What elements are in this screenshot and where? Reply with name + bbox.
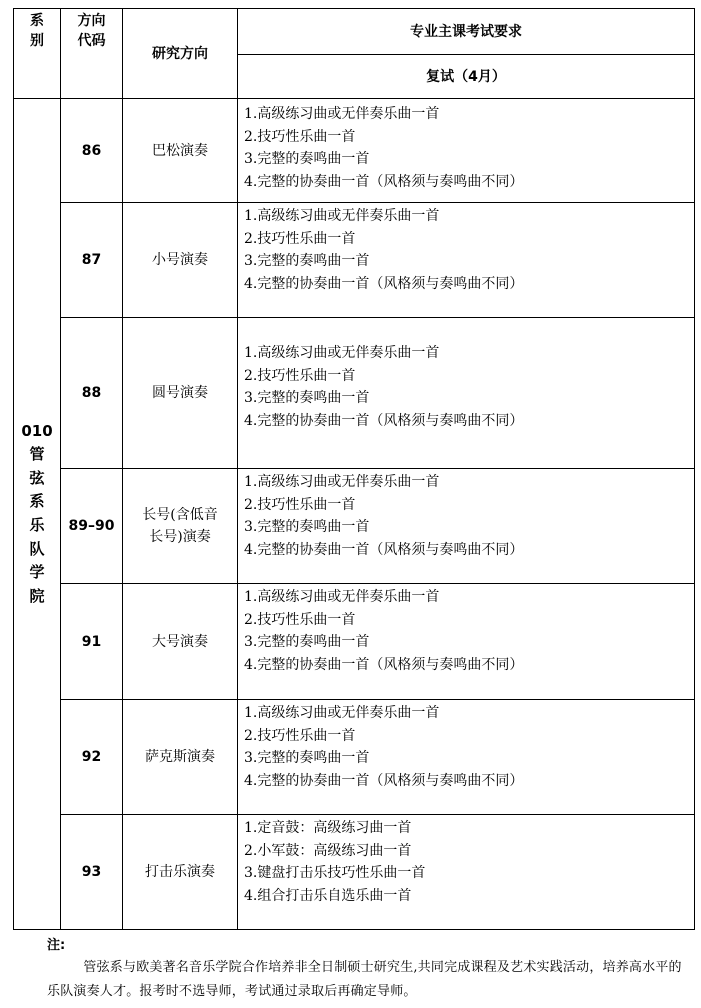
requirement-item: 3.完整的奏鸣曲一首 xyxy=(244,390,370,407)
research-direction-line: 圆号演奏 xyxy=(152,385,208,401)
requirement-item: 1.高级练习曲或无伴奏乐曲一首 xyxy=(244,208,440,224)
table-row xyxy=(14,318,695,469)
requirement-list xyxy=(238,584,695,700)
requirement-list xyxy=(238,318,695,469)
requirement-item: 4.完整的协奏曲一首（风格须与奏鸣曲不同） xyxy=(244,275,524,292)
research-direction xyxy=(123,815,238,930)
requirement-item: 1.高级练习曲或无伴奏乐曲一首 xyxy=(244,345,440,361)
requirement-item: 3.完整的奏鸣曲一首 xyxy=(244,519,370,536)
note-text: 管弦系与欧美著名音乐学院合作培养非全日制硕士研究生,共同完成课程及艺术实践活动，培养高水平的乐队演奏人才。报考时不选导师，考试通过录取后再确定导师。 xyxy=(47,960,682,999)
direction-code: 93 xyxy=(61,815,123,930)
research-direction xyxy=(123,203,238,318)
requirement-item: 4.完整的协奏曲一首（风格须与奏鸣曲不同） xyxy=(244,412,524,429)
header-dept xyxy=(14,9,61,99)
header-code-line-1: 方向 xyxy=(77,13,106,29)
header-code xyxy=(61,9,123,99)
requirement-item: 1.高级练习曲或无伴奏乐曲一首 xyxy=(244,705,440,721)
note-title: 注: xyxy=(47,938,66,953)
requirement-list xyxy=(238,700,695,815)
research-direction-line: 打击乐演奏 xyxy=(145,864,215,880)
requirement-item: 1.定音鼓：高级练习曲一首 xyxy=(244,820,412,836)
direction-code: 87 xyxy=(61,203,123,318)
requirement-item: 2.技巧性乐曲一首 xyxy=(244,727,356,744)
requirement-list xyxy=(238,203,695,318)
research-direction-line: 小号演奏 xyxy=(152,252,208,268)
table-row xyxy=(14,203,695,318)
department-name-char: 队 xyxy=(29,539,45,558)
department-name-char: 学 xyxy=(29,563,45,582)
requirement-item: 4.完整的协奏曲一首（风格须与奏鸣曲不同） xyxy=(244,173,524,190)
table-row xyxy=(14,700,695,815)
requirement-item: 3.完整的奏鸣曲一首 xyxy=(244,634,370,651)
requirement-item: 2.技巧性乐曲一首 xyxy=(244,128,356,145)
requirement-item: 2.技巧性乐曲一首 xyxy=(244,367,356,384)
table-row xyxy=(14,584,695,700)
department-name-char: 院 xyxy=(29,586,45,605)
requirement-item: 1.高级练习曲或无伴奏乐曲一首 xyxy=(244,106,440,122)
research-direction xyxy=(123,99,238,203)
research-direction-line: 长号)演奏 xyxy=(149,529,211,545)
requirement-item: 1.高级练习曲或无伴奏乐曲一首 xyxy=(244,474,440,490)
requirement-item: 1.高级练习曲或无伴奏乐曲一首 xyxy=(244,589,440,605)
table-row xyxy=(14,815,695,930)
requirement-list xyxy=(238,815,695,930)
requirement-item: 3.键盘打击乐技巧性乐曲一首 xyxy=(244,865,426,882)
requirement-list xyxy=(238,469,695,584)
department-name-char: 系 xyxy=(29,492,45,511)
requirement-item: 4.组合打击乐自选乐曲一首 xyxy=(244,887,412,904)
header-retest: 复试（4月） xyxy=(238,55,695,99)
direction-code: 88 xyxy=(61,318,123,469)
research-direction-line: 萨克斯演奏 xyxy=(145,749,215,765)
requirement-item: 2.技巧性乐曲一首 xyxy=(244,496,356,513)
research-direction-line: 大号演奏 xyxy=(152,633,208,650)
direction-code: 89–90 xyxy=(61,469,123,584)
department-name-char: 乐 xyxy=(29,516,45,534)
requirement-item: 2.技巧性乐曲一首 xyxy=(244,230,356,247)
header-dept-line-1: 系 xyxy=(30,13,44,29)
research-direction-line: 巴松演奏 xyxy=(152,142,208,159)
requirement-item: 2.小军鼓：高级练习曲一首 xyxy=(244,842,412,859)
header-row-1 xyxy=(14,9,695,55)
research-direction xyxy=(123,584,238,700)
table-row xyxy=(14,469,695,584)
research-direction-line: 长号(含低音 xyxy=(142,507,218,523)
requirement-item: 3.完整的奏鸣曲一首 xyxy=(244,151,370,168)
exam-requirements-table xyxy=(13,8,695,930)
direction-code: 92 xyxy=(61,700,123,815)
requirement-item: 3.完整的奏鸣曲一首 xyxy=(244,253,370,270)
research-direction xyxy=(123,318,238,469)
header-direction: 研究方向 xyxy=(123,9,238,99)
research-direction xyxy=(123,700,238,815)
direction-code: 86 xyxy=(61,99,123,203)
requirement-item: 2.技巧性乐曲一首 xyxy=(244,611,356,628)
department-name-char: 弦 xyxy=(29,468,45,487)
header-dept-line-2: 别 xyxy=(30,33,44,49)
department-code: 010 xyxy=(21,421,53,440)
table-row xyxy=(14,99,695,203)
requirement-item: 3.完整的奏鸣曲一首 xyxy=(244,750,370,767)
requirement-list xyxy=(238,99,695,203)
header-code-line-2: 代码 xyxy=(77,33,106,49)
header-requirement: 专业主课考试要求 xyxy=(238,9,695,55)
department-cell xyxy=(14,99,61,930)
department-name-char: 管 xyxy=(29,445,45,464)
requirement-item: 4.完整的协奏曲一首（风格须与奏鸣曲不同） xyxy=(244,772,524,789)
requirement-item: 4.完整的协奏曲一首（风格须与奏鸣曲不同） xyxy=(244,656,524,673)
requirement-item: 4.完整的协奏曲一首（风格须与奏鸣曲不同） xyxy=(244,541,524,558)
direction-code: 91 xyxy=(61,584,123,700)
research-direction xyxy=(123,469,238,584)
